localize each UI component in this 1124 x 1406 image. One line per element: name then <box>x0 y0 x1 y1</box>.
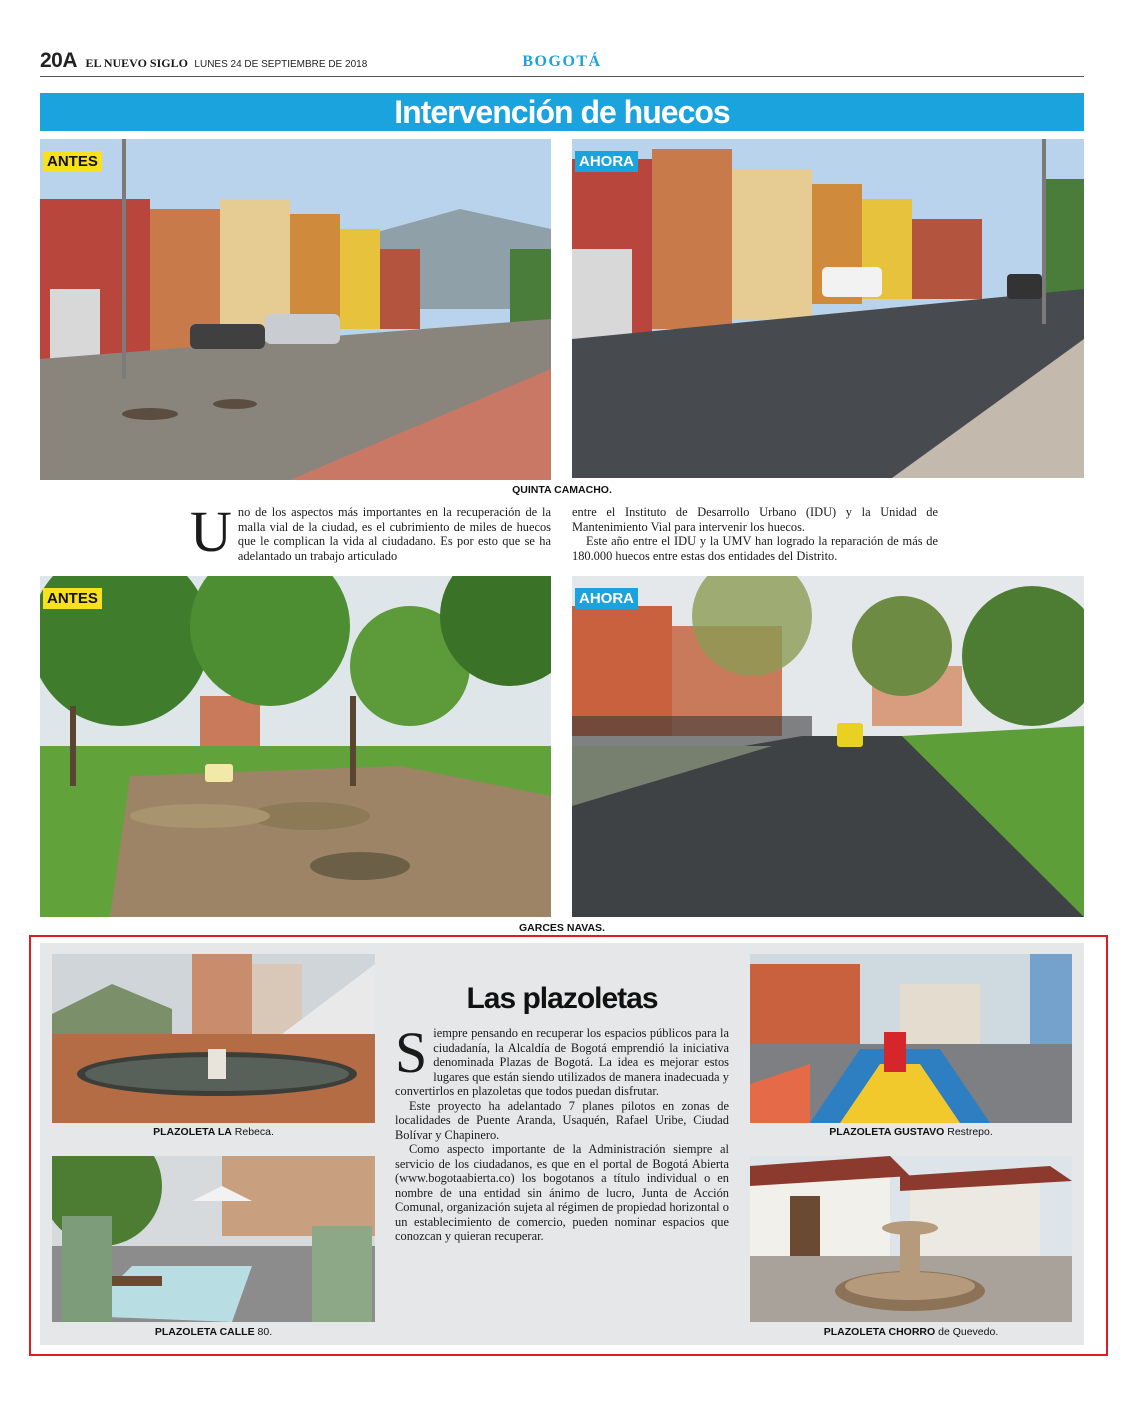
antes-tag: ANTES <box>43 151 102 172</box>
caption-garces-navas: GARCES NAVAS. <box>519 922 605 934</box>
plazoletas-p3: Como aspecto importante de la Administración siempre al servicio de los ciudadanos, es que en el portal de Bogotá Abierta (www.bogotaabierta.co) los bogotanos a título individual o en nombre de una entidad sin ánimo de lucro, Junta de Acción Comunal, organización sujeta al régimen de propiedad horizontal o un establecimiento de comercio, pueden nominar espacios que conozcan y quieran recuperar. <box>395 1142 729 1243</box>
antes-tag: ANTES <box>43 588 102 609</box>
plazoletas-title: Las plazoletas <box>466 982 658 1015</box>
photo-quinta-camacho-before <box>40 139 551 480</box>
photo-garces-navas-after <box>572 576 1084 917</box>
plazoletas-p1: iempre pensando en recuperar los espacios públicos para la ciudadanía, la Alcaldía de Bogotá emprendió la iniciativa denominada Plazas de Bogotá. La idea es mejorar estos lugares que están siendo utilizados de manera inadecuada y convertirlos en plazoletas que todos puedan disfrutar. <box>395 1026 729 1098</box>
plazoletas-p2: Este proyecto ha adelantado 7 planes pilotos en zonas de localidades de Puente Aranda, Usaquén, Rafael Uribe, Ciudad Bolívar y Chapinero. <box>395 1098 729 1142</box>
photo-plazoleta-gustavo-restrepo <box>750 954 1072 1123</box>
photo-quinta-camacho-after <box>572 139 1084 478</box>
plazoletas-body <box>395 1020 729 1244</box>
section-name: BOGOTÁ <box>522 53 602 70</box>
caption-quinta-camacho: QUINTA CAMACHO. <box>512 484 612 496</box>
photo-plazoleta-calle-80 <box>52 1156 375 1322</box>
article-column-2 <box>572 505 938 563</box>
banner-title: Intervención de huecos <box>40 93 1084 131</box>
ahora-tag: AHORA <box>575 151 638 172</box>
article-dropcap: U <box>190 499 232 564</box>
article-col1-text: no de los aspectos más importantes en la recuperación de la malla vial de la ciudad, es el cubrimiento de miles de huecos que le complican la vida al ciudadano. Es por esto que se ha adelantado un trabajo articulado <box>237 505 551 563</box>
article-col2-p1: entre el Instituto de Desarrollo Urbano (IDU) y la Unidad de Mantenimiento Vial para intervenir los huecos. <box>572 505 938 534</box>
caption-la-rebeca: PLAZOLETA LA Rebeca. <box>153 1126 274 1138</box>
article-column-1 <box>190 499 551 564</box>
caption-gustavo-restrepo: PLAZOLETA GUSTAVO Restrepo. <box>829 1126 993 1138</box>
caption-chorro-de-quevedo: PLAZOLETA CHORRO de Quevedo. <box>823 1326 999 1338</box>
photo-garces-navas-before <box>40 576 551 917</box>
issue-date: LUNES 24 DE SEPTIEMBRE DE 2018 <box>194 59 368 70</box>
plazoletas-dropcap: S <box>395 1020 428 1085</box>
header-rule <box>40 76 1084 77</box>
newspaper-name: EL NUEVO SIGLO <box>85 56 188 70</box>
article-col2-p2: Este año entre el IDU y la UMV han logrado la reparación de más de 180.000 huecos entre estas dos entidades del Distrito. <box>572 534 938 563</box>
photo-plazoleta-chorro-de-quevedo <box>750 1156 1072 1322</box>
ahora-tag: AHORA <box>575 588 638 609</box>
caption-calle-80: PLAZOLETA CALLE 80. <box>154 1326 273 1338</box>
photo-plazoleta-la-rebeca <box>52 954 375 1123</box>
page-number: 20A <box>40 49 78 72</box>
